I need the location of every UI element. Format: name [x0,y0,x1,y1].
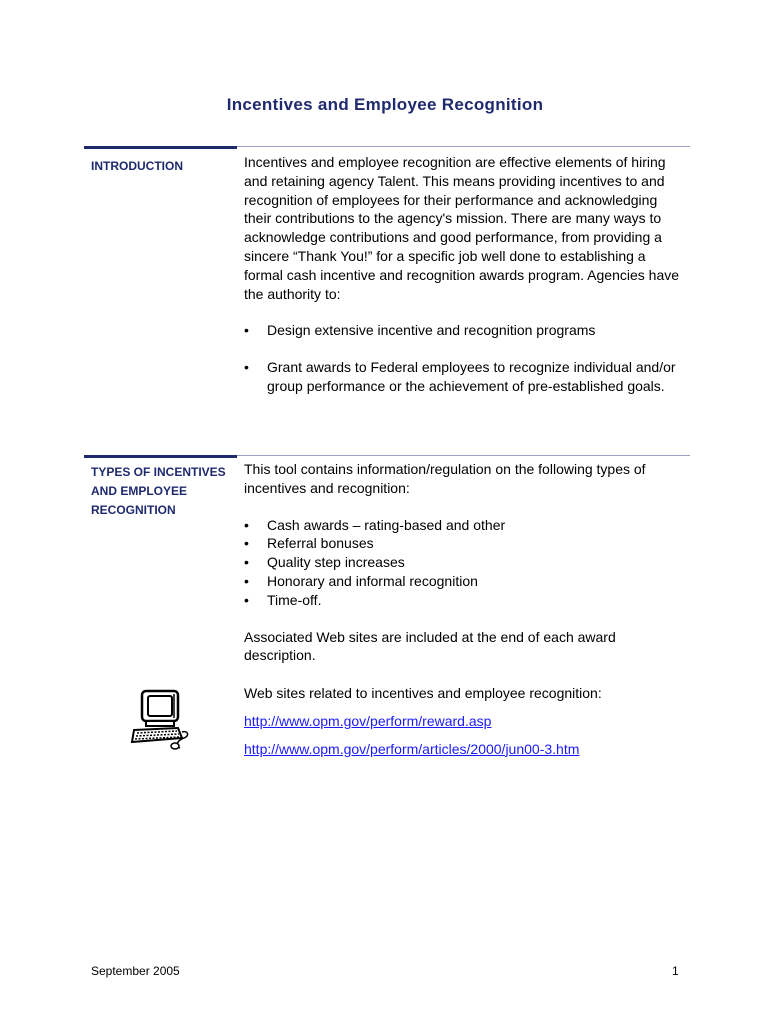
page-title: Incentives and Employee Recognition [226,95,544,114]
types-bullet-list [244,516,684,610]
section-rule-thin [237,455,690,456]
list-item: • Quality step increases [244,553,684,572]
computer-icon [128,688,192,752]
section-heading-introduction: INTRODUCTION [91,159,183,173]
section-rule-thick [84,455,237,458]
footer-page-number: 1 [672,964,679,978]
list-item: • Referral bonuses [244,534,684,553]
introduction-body [244,153,684,396]
introduction-paragraph: Incentives and employee recognition are effective elements of hiring and retaining agency Talent. This means providing incentives to and recognition of employees for their performance and acknowledging their contributions to the agency's mission. There are many ways to acknowledge contributions and good performance, from providing a sincere “Thank You!” for a specific job well done to establishing a formal cash incentive and recognition awards program. Agencies have the authority to: [244,154,680,302]
list-item: • Honorary and informal recognition [244,572,684,591]
list-item: • Cash awards – rating-based and other [244,516,684,535]
list-item: • Grant awards to Federal employees to recognize individual and/or group performance or the achievement of pre-established goals. [244,358,684,396]
link-article[interactable]: http://www.opm.gov/perform/articles/2000/jun00-3.htm [244,740,580,757]
footer-date: September 2005 [91,964,180,978]
list-item: • Time-off. [244,591,684,610]
websites-intro: Web sites related to incentives and employee recognition: [244,685,602,702]
types-paragraph: This tool contains information/regulation on the following types of incentives and recognition: [244,461,646,496]
link-reward[interactable]: http://www.opm.gov/perform/reward.asp [244,712,492,729]
introduction-bullet-list [244,321,684,395]
section-rule-thin [237,146,690,147]
associated-note: Associated Web sites are included at the end of each award description. [244,628,616,664]
section-heading-types: TYPES OF INCENTIVES AND EMPLOYEE RECOGNITION [91,465,226,517]
section-rule-thick [84,146,237,149]
types-body [244,460,684,759]
list-item: • Design extensive incentive and recognition programs [244,321,684,340]
